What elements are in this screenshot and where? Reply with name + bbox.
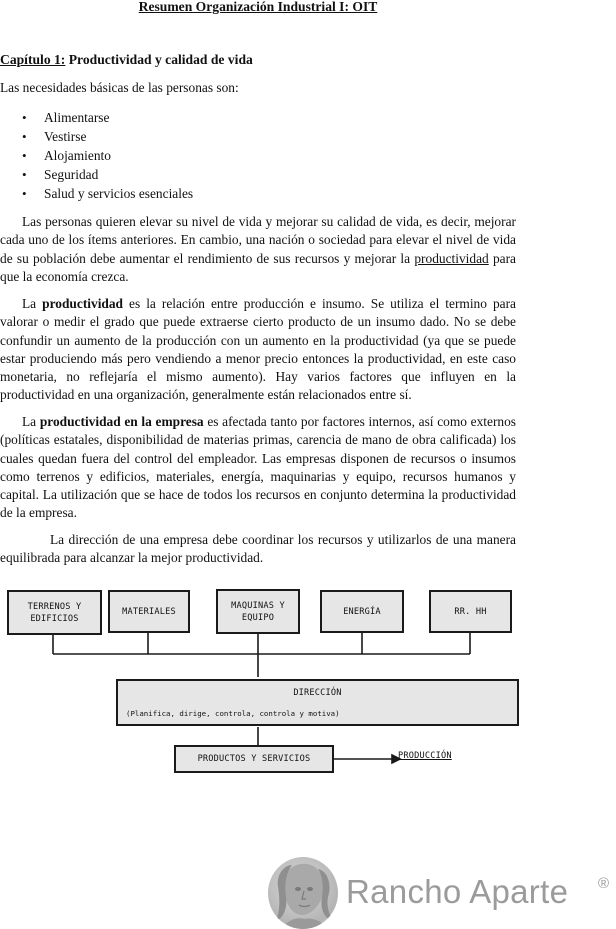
registered-mark: ® <box>598 875 610 892</box>
document-title: Resumen Organización Industrial I: OIT <box>138 0 378 14</box>
paragraph-text: Las personas quieren elevar su nivel de vida y mejorar su calidad de vida, es decir, mejorar cada uno de los ítems anteriores. En cambio, una nación o sociedad para elevar el nivel de vida de su población debe aumentar el rendimiento de sus recursos y mejorar la <box>0 214 516 266</box>
paragraph-3 <box>0 413 516 523</box>
chapter-heading <box>0 52 253 68</box>
input-box-terrenos: TERRENOS Y EDIFICIOS <box>7 590 102 635</box>
paragraph-4 <box>0 531 516 568</box>
underlined-term: productividad <box>414 250 489 266</box>
direction-subtitle: (Planifica, dirige, controla, controla y motiva) <box>126 709 340 718</box>
chapter-title: Productividad y calidad de vida <box>65 52 253 67</box>
direction-box <box>116 679 519 726</box>
paragraph-text: es la relación entre producción e insumo. Se utiliza el termino para valorar o medir el grado que puede extraerse cierto producto de un insumo dado. No se debe confundir un aumento de la producción con un aumento en la productividad (ya que se puede estar produciendo más pero vendiendo a menor precio entonces la productividad, en este caso monetaria, no reflejaría el mismo aumento). Hay varios factores que influyen en la productividad en una organización, generalmente están relacionados entre sí. <box>0 296 516 403</box>
chapter-number: Capítulo 1: <box>0 52 66 67</box>
needs-list <box>22 108 193 203</box>
list-item: • Alojamiento <box>22 146 193 165</box>
paragraph-text: es afectada tanto por factores internos, así como externos (políticas estatales, disponibilidad de materias primas, carencia de mano de obra calificada) los cuales quedan fuera del control del empleador. Las empresas disponen de recursos o insumos como terrenos y edificios, materiales, energía, maquinarias y equipo, recursos humanos y capital. La utilización que se hace de todos los recursos en conjunto determina la productividad de la empresa. <box>0 414 516 521</box>
resources-diagram <box>0 570 616 780</box>
input-box-maquinas: MAQUINAS Y EQUIPO <box>216 589 300 634</box>
input-box-energia: ENERGÍA <box>320 590 404 633</box>
list-item: • Salud y servicios esenciales <box>22 184 193 203</box>
intro-text: Las necesidades básicas de las personas son: <box>0 80 239 95</box>
input-box-rrhh: RR. HH <box>429 590 512 633</box>
direction-title: DIRECCIÓN <box>293 688 342 698</box>
paragraph-text: La <box>22 414 40 429</box>
paragraph-text: para que la economía crezca. <box>0 250 517 284</box>
production-label: PRODUCCIÓN <box>398 751 452 761</box>
list-item: • Vestirse <box>22 127 193 146</box>
bold-term: productividad en la empresa <box>39 414 204 429</box>
portrait-logo-icon <box>268 857 338 929</box>
paragraph-text: La <box>22 296 43 311</box>
bold-term: productividad <box>42 296 124 311</box>
list-item: • Seguridad <box>22 165 193 184</box>
watermark-text: Rancho Aparte <box>346 873 569 910</box>
list-item: • Alimentarse <box>22 108 193 127</box>
input-box-materiales: MATERIALES <box>108 590 190 633</box>
watermark <box>268 855 616 929</box>
paragraph-2 <box>0 295 516 405</box>
paragraph-text: La dirección de una empresa debe coordinar los recursos y utilizarlos de una manera equilibrada para alcanzar la mejor productividad. <box>0 532 516 566</box>
output-box: PRODUCTOS Y SERVICIOS <box>174 745 334 773</box>
paragraph-1 <box>0 213 516 286</box>
